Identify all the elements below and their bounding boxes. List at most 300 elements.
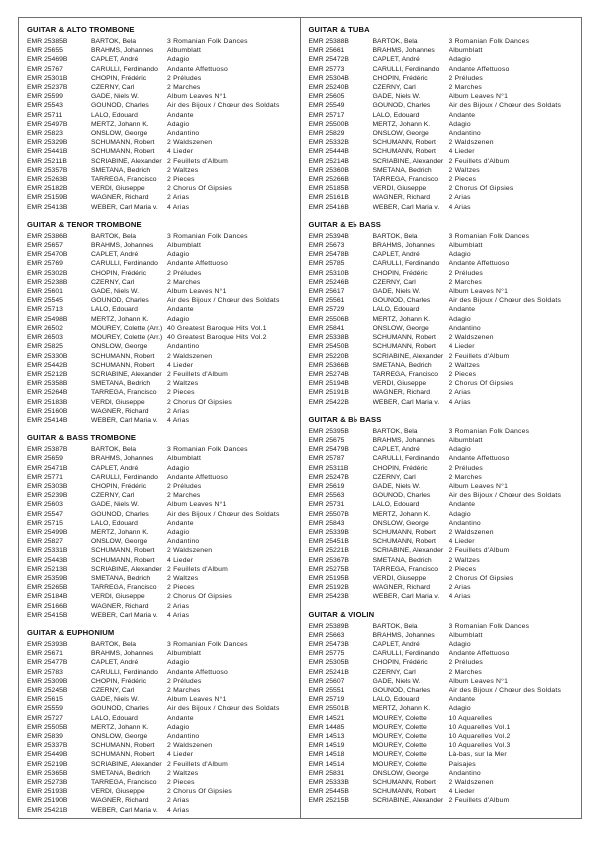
piece-title: Air des Bijoux / Chœur des Soldats [448, 492, 562, 500]
catalog-row [27, 388, 295, 397]
composer-name: BARTOK, Bela [91, 640, 137, 648]
piece-title: Adagio [448, 315, 471, 323]
catalog-row [27, 528, 295, 537]
emr-number: EMR 25477B [27, 659, 68, 667]
catalog-row [309, 352, 577, 361]
catalog-row [27, 74, 295, 83]
emr-number: EMR 26502 [27, 324, 63, 332]
piece-title: Albumblatt [167, 650, 202, 658]
piece-title: 2 Chorus Of Gipsies [167, 398, 232, 406]
catalog-row [309, 677, 577, 686]
composer-name: CHOPIN, Frédéric [91, 677, 147, 685]
catalog-row [309, 528, 577, 537]
catalog-row [309, 732, 577, 741]
emr-number: EMR 25414B [27, 416, 68, 424]
emr-number: EMR 25727 [27, 714, 63, 722]
catalog-row [27, 232, 295, 241]
composer-name: WAGNER, Richard [372, 194, 431, 202]
piece-title: Andantino [448, 519, 481, 527]
emr-number: EMR 25547 [27, 510, 63, 518]
piece-title: 2 Feuillets d'Album [448, 157, 510, 165]
catalog-row [309, 55, 577, 64]
catalog-row [27, 583, 295, 592]
emr-number: EMR 25193B [27, 788, 68, 796]
catalog-row [309, 565, 577, 574]
catalog-row [27, 611, 295, 620]
composer-name: WAGNER, Richard [372, 584, 431, 592]
composer-name: SCRIABINE, Alexander [91, 370, 162, 378]
emr-number: EMR 25450B [308, 343, 349, 351]
emr-number: EMR 25615 [27, 696, 63, 704]
catalog-row [309, 333, 577, 342]
catalog-row [309, 259, 577, 268]
emr-number: EMR 25771 [27, 473, 63, 481]
composer-name: BRAHMS, Johannes [372, 242, 435, 250]
catalog-row [309, 510, 577, 519]
emr-number: EMR 25599 [27, 93, 63, 101]
catalog-section [309, 610, 577, 806]
catalog-row [309, 241, 577, 250]
composer-name: CARULLI, Ferdinando [91, 65, 158, 73]
catalog-row [309, 574, 577, 583]
piece-title: Andante [448, 111, 476, 119]
emr-number: EMR 25221B [308, 547, 349, 555]
emr-number: EMR 25441B [27, 148, 68, 156]
piece-title: 10 Aquarelles [448, 714, 493, 722]
composer-name: CZERNY, Carl [372, 278, 416, 286]
piece-title: 2 Arias [167, 797, 190, 805]
composer-name: SMETANA, Bedrich [91, 380, 151, 388]
section-title: GUITAR & TUBA [308, 25, 370, 34]
emr-number: EMR 25305B [308, 659, 349, 667]
emr-number: EMR 25657 [27, 242, 63, 250]
catalog-row [27, 120, 295, 129]
catalog-row [309, 111, 577, 120]
catalog-row [309, 427, 577, 436]
catalog-row [309, 704, 577, 713]
emr-number: EMR 25303B [27, 482, 68, 490]
composer-name: CZERNY, Carl [91, 687, 135, 694]
piece-title: Andante [448, 306, 476, 314]
catalog-row [309, 37, 577, 46]
composer-name: MOUREY, Colette [372, 733, 427, 741]
emr-number: EMR 25273B [27, 779, 68, 787]
composer-name: CAPLET, André [372, 446, 420, 454]
piece-title: Adagio [448, 56, 471, 64]
composer-name: WEBER, Carl Maria v. [372, 398, 440, 406]
emr-number: EMR 25265B [27, 584, 68, 592]
composer-name: CAPLET, André [91, 464, 139, 472]
emr-number: EMR 25543 [27, 102, 63, 110]
catalog-row [309, 379, 577, 388]
emr-number: EMR 25266B [308, 176, 349, 184]
composer-name: WEBER, Carl Maria v. [91, 611, 158, 619]
composer-name: MOUREY, Colette [372, 714, 427, 722]
emr-number: EMR 25195B [308, 574, 349, 582]
piece-title: 2 Waldszenen [448, 528, 494, 536]
emr-number: EMR 25385B [27, 38, 68, 45]
piece-title: Album Leaves N°1 [448, 93, 509, 101]
emr-number: EMR 25659 [27, 455, 63, 463]
piece-title: Andante Affettuoso [167, 65, 228, 73]
composer-name: CAPLET, André [91, 56, 139, 64]
catalog-row [27, 500, 295, 509]
section-title: GUITAR & EUPHONIUM [27, 627, 115, 637]
catalog-row [309, 583, 577, 592]
composer-name: GADE, Niels W. [91, 501, 139, 509]
piece-title: Adagio [448, 705, 471, 713]
composer-name: CAPLET, André [372, 251, 420, 259]
composer-name: SCRIABINE, Alexander [372, 157, 444, 165]
composer-name: BRAHMS, Johannes [372, 631, 435, 639]
emr-number: EMR 25386B [27, 232, 68, 240]
catalog-row [27, 750, 295, 759]
composer-name: SCHUMANN, Robert [372, 788, 436, 796]
catalog-row [27, 464, 295, 473]
catalog-row [309, 287, 577, 296]
emr-number: EMR 25773 [308, 65, 345, 73]
catalog-row [27, 315, 295, 324]
piece-title: Andante Affettuoso [448, 455, 510, 463]
composer-name: BRAHMS, Johannes [372, 47, 435, 55]
catalog-row [27, 342, 295, 351]
piece-title: Andante Affettuoso [448, 260, 510, 268]
emr-number: EMR 25367B [308, 556, 349, 564]
emr-number: EMR 25717 [308, 111, 345, 119]
emr-number: EMR 25416B [308, 203, 349, 211]
catalog-row [27, 416, 295, 425]
piece-title: Andantino [167, 130, 200, 138]
piece-title: Andantino [448, 769, 481, 777]
piece-title: 2 Arias [167, 407, 190, 415]
composer-name: TARREGA, Francisco [91, 779, 157, 787]
emr-number: EMR 25505B [27, 723, 68, 731]
catalog-row [27, 157, 295, 166]
composer-name: GADE, Niels W. [372, 482, 421, 490]
piece-title: 2 Feuillets d'Album [448, 352, 510, 360]
piece-title: Albumblatt [448, 242, 483, 250]
emr-number: EMR 25843 [308, 519, 345, 527]
emr-number: EMR 25673 [308, 242, 345, 250]
piece-title: Andante [448, 696, 476, 704]
piece-title: 3 Romanian Folk Dances [448, 427, 530, 435]
composer-name: MERTZ, Johann K. [372, 705, 431, 713]
piece-title: Album Leaves N°1 [167, 696, 227, 704]
composer-name: VERDI, Giuseppe [372, 380, 427, 388]
piece-title: Albumblatt [167, 242, 202, 250]
piece-title: 2 Pieces [167, 176, 195, 184]
catalog-row [27, 138, 295, 147]
catalog-row [309, 361, 577, 370]
catalog-row [27, 537, 295, 546]
composer-name: BARTOK, Bela [372, 622, 418, 630]
catalog-row [309, 537, 577, 546]
piece-title: Album Leaves N°1 [448, 677, 509, 685]
piece-title: 2 Préludes [448, 464, 483, 472]
catalog-section [27, 25, 295, 212]
composer-name: GADE, Niels W. [372, 288, 421, 296]
emr-number: EMR 25304B [308, 74, 349, 82]
emr-number: EMR 25264B [27, 389, 68, 397]
composer-name: VERDI, Giuseppe [91, 185, 145, 193]
piece-title: 4 Lieder [167, 148, 194, 156]
composer-name: CZERNY, Carl [372, 473, 416, 481]
emr-number: EMR 25444B [308, 148, 349, 156]
emr-number: EMR 25183B [27, 398, 68, 406]
emr-number: EMR 25309B [27, 677, 68, 685]
catalog-row [27, 370, 295, 379]
catalog-row [309, 658, 577, 667]
emr-number: EMR 25472B [308, 56, 349, 64]
catalog-section [309, 220, 577, 407]
emr-number: EMR 25507B [308, 510, 349, 518]
piece-title: 4 Arias [167, 416, 190, 424]
emr-number: EMR 25839 [27, 733, 63, 741]
catalog-row [309, 120, 577, 129]
catalog-row [309, 46, 577, 55]
emr-number: EMR 25239B [27, 492, 68, 500]
piece-title: Andante Affettuoso [167, 473, 228, 481]
piece-title: Albumblatt [167, 455, 202, 463]
composer-name: CARULLI, Ferdinando [372, 65, 440, 73]
emr-number: EMR 25479B [308, 446, 349, 454]
composer-name: VERDI, Giuseppe [91, 788, 145, 796]
catalog-row [27, 556, 295, 565]
piece-title: 2 Waldszenen [448, 334, 494, 342]
composer-name: ONSLOW, George [91, 538, 148, 546]
piece-title: Andante Affettuoso [448, 65, 510, 73]
composer-name: CARULLI, Ferdinando [91, 260, 158, 268]
composer-name: SCHUMANN, Robert [372, 334, 436, 342]
composer-name: SMETANA, Bedrich [372, 361, 432, 369]
composer-name: SCHUMANN, Robert [91, 556, 155, 564]
emr-number: EMR 25185B [308, 185, 349, 193]
catalog-row [27, 287, 295, 296]
catalog-row [27, 333, 295, 342]
piece-title: 4 Arias [167, 806, 190, 814]
emr-number: EMR 25841 [308, 324, 345, 332]
emr-number: EMR 25607 [308, 677, 345, 685]
emr-number: EMR 25213B [27, 565, 68, 573]
piece-title: 2 Waltzes [448, 361, 480, 369]
catalog-row [309, 296, 577, 305]
emr-number: EMR 25245B [27, 687, 68, 694]
piece-title: 4 Arias [167, 203, 190, 211]
emr-number: EMR 25160B [27, 407, 68, 415]
emr-number: EMR 25190B [27, 797, 68, 805]
composer-name: WAGNER, Richard [91, 602, 149, 610]
catalog-row [27, 278, 295, 287]
emr-number: EMR 14513 [308, 733, 345, 741]
composer-name: CAPLET, André [91, 659, 139, 667]
emr-number: EMR 25785 [308, 260, 345, 268]
emr-number: EMR 25831 [308, 769, 345, 777]
piece-title: Album Leaves N°1 [167, 93, 227, 101]
catalog-row [309, 101, 577, 110]
piece-title: 2 Waltzes [448, 556, 480, 564]
composer-name: MOUREY, Colette [372, 760, 427, 768]
catalog-section [27, 220, 295, 425]
piece-title: 2 Marches [448, 473, 483, 481]
composer-name: WEBER, Carl Maria v. [91, 203, 158, 211]
catalog-row [309, 184, 577, 193]
emr-number: EMR 25366B [308, 361, 349, 369]
piece-title: Albumblatt [448, 436, 483, 444]
catalog-row [309, 315, 577, 324]
catalog-row [309, 175, 577, 184]
composer-name: SCHUMANN, Robert [372, 148, 436, 156]
piece-title: Adagio [167, 56, 190, 64]
piece-title: 4 Lieder [448, 148, 475, 156]
composer-name: GADE, Niels W. [91, 93, 139, 101]
emr-number: EMR 25192B [308, 584, 349, 592]
catalog-row [27, 398, 295, 407]
emr-number: EMR 25263B [27, 176, 68, 184]
catalog-row [309, 482, 577, 491]
catalog-row [309, 649, 577, 658]
composer-name: SCHUMANN, Robert [372, 779, 436, 787]
piece-title: Air des Bijoux / Chœur des Soldats [167, 705, 280, 713]
catalog-row [309, 157, 577, 166]
emr-number: EMR 25501B [308, 705, 349, 713]
composer-name: GADE, Niels W. [91, 288, 139, 296]
piece-title: Adagio [167, 464, 190, 472]
emr-number: EMR 25767 [27, 65, 63, 73]
composer-name: MOUREY, Colette (Arr.) [91, 324, 163, 332]
catalog-row [309, 232, 577, 241]
catalog-row [27, 565, 295, 574]
emr-number: EMR 25211B [27, 157, 67, 165]
piece-title: 2 Préludes [448, 74, 483, 82]
emr-number: EMR 25563 [308, 492, 345, 500]
emr-number: EMR 25274B [308, 370, 349, 378]
composer-name: SCHUMANN, Robert [372, 528, 436, 536]
composer-name: GADE, Niels W. [91, 696, 139, 704]
piece-title: Andantino [167, 733, 200, 741]
composer-name: MERTZ, Johann K. [91, 528, 149, 536]
piece-title: 2 Préludes [167, 482, 202, 490]
emr-number: EMR 25182B [27, 185, 68, 193]
composer-name: SMETANA, Bedrich [91, 166, 151, 174]
emr-number: EMR 25358B [27, 380, 68, 388]
composer-name: WAGNER, Richard [91, 797, 149, 805]
piece-title: 2 Préludes [448, 659, 483, 667]
piece-title: 2 Arias [448, 389, 471, 397]
composer-name: SCHUMANN, Robert [91, 352, 155, 360]
catalog-row [309, 741, 577, 750]
emr-number: EMR 25359B [27, 574, 68, 582]
piece-title: Andante [167, 306, 194, 314]
piece-title: 3 Romanian Folk Dances [448, 232, 530, 240]
piece-title: 2 Arias [167, 602, 190, 610]
piece-title: Air des Bijoux / Chœur des Soldats [448, 297, 562, 305]
section-title: GUITAR & VIOLIN [308, 609, 375, 619]
catalog-row [27, 101, 295, 110]
composer-name: BRAHMS, Johannes [372, 436, 435, 444]
composer-name: BARTOK, Bela [372, 38, 418, 45]
catalog-row [309, 370, 577, 379]
catalog-row [27, 640, 295, 649]
piece-title: 4 Arias [448, 593, 471, 601]
emr-number: EMR 25357B [27, 166, 68, 174]
piece-title: 3 Romanian Folk Dances [167, 446, 248, 454]
emr-number: EMR 25500B [308, 120, 349, 128]
composer-name: BRAHMS, Johannes [91, 242, 154, 250]
catalog-row [27, 658, 295, 667]
emr-number: EMR 25246B [308, 278, 349, 286]
composer-name: CAPLET, André [372, 640, 420, 648]
composer-name: ONSLOW, George [372, 769, 429, 777]
piece-title: 3 Romanian Folk Dances [167, 640, 248, 648]
piece-title: 4 Lieder [448, 788, 475, 796]
catalog-row [27, 510, 295, 519]
emr-number: EMR 25469B [27, 56, 68, 64]
catalog-row [27, 65, 295, 74]
catalog-row [309, 546, 577, 555]
catalog-row [309, 454, 577, 463]
piece-title: Album Leaves N°1 [448, 482, 509, 490]
piece-title: 3 Romanian Folk Dances [167, 232, 248, 240]
emr-number: EMR 25671 [27, 650, 63, 658]
composer-name: WEBER, Carl Maria v. [91, 806, 158, 814]
catalog-row [27, 723, 295, 732]
emr-number: EMR 25212B [27, 370, 68, 378]
emr-number: EMR 25413B [27, 203, 68, 211]
catalog-row [27, 55, 295, 64]
composer-name: LALO, Edouard [372, 501, 420, 509]
catalog-row [27, 37, 295, 46]
emr-number: EMR 25393B [27, 640, 68, 648]
catalog-row [27, 83, 295, 92]
section-title: GUITAR & TENOR TROMBONE [27, 219, 142, 229]
composer-name: GOUNOD, Charles [91, 510, 149, 518]
piece-title: 2 Waldszenen [448, 139, 494, 147]
emr-number: EMR 25551 [308, 687, 345, 694]
emr-number: EMR 25238B [27, 278, 68, 286]
composer-name: LALO, Edouard [91, 111, 138, 119]
catalog-row [27, 602, 295, 611]
emr-number: EMR 25395B [308, 427, 349, 435]
emr-number: EMR 25783 [27, 668, 63, 676]
catalog-row [309, 65, 577, 74]
piece-title: 2 Marches [448, 668, 483, 676]
composer-name: CHOPIN, Frédéric [372, 74, 428, 82]
catalog-row [27, 147, 295, 156]
emr-number: EMR 25365B [27, 769, 68, 777]
catalog-row [27, 806, 295, 815]
emr-number: EMR 25675 [308, 436, 345, 444]
piece-title: 2 Feuillets d'Album [448, 547, 510, 555]
piece-title: Album Leaves N°1 [167, 501, 227, 509]
composer-name: CARULLI, Ferdinando [372, 650, 440, 658]
composer-name: ONSLOW, George [91, 130, 148, 138]
catalog-row [309, 278, 577, 287]
emr-number: EMR 25387B [27, 446, 68, 454]
piece-title: 2 Feuillets d'Album [167, 157, 229, 165]
composer-name: MOUREY, Colette [372, 742, 427, 750]
composer-name: CARULLI, Ferdinando [91, 668, 158, 676]
catalog-section [27, 433, 295, 620]
catalog-row [27, 473, 295, 482]
composer-name: SCHUMANN, Robert [91, 742, 155, 750]
composer-name: ONSLOW, George [91, 343, 148, 351]
composer-name: LALO, Edouard [372, 306, 420, 314]
emr-number: EMR 25561 [308, 297, 345, 305]
piece-title: Adagio [167, 315, 190, 323]
composer-name: ONSLOW, George [372, 324, 429, 332]
catalog-row [309, 398, 577, 407]
emr-number: EMR 25247B [308, 473, 349, 481]
